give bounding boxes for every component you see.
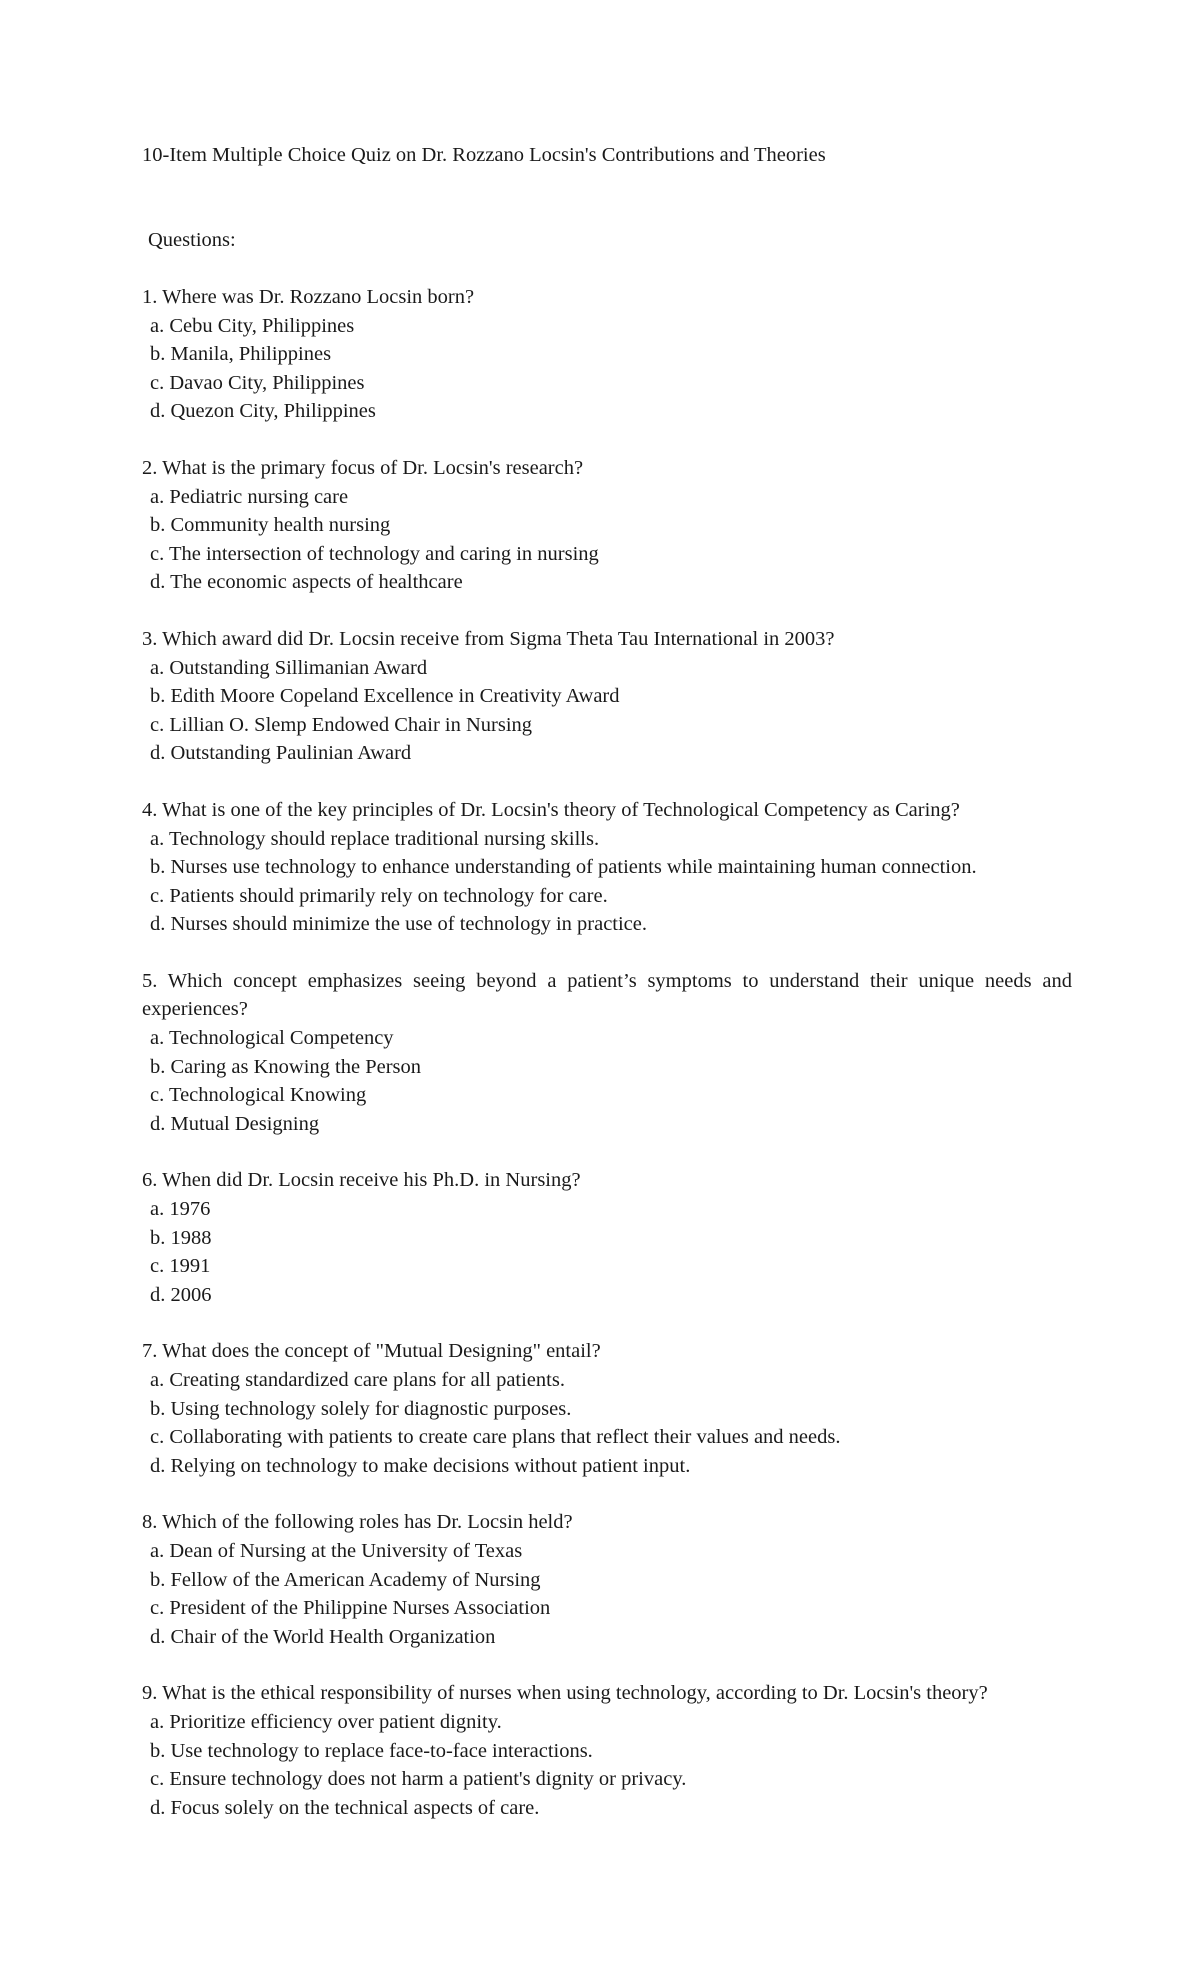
option-b: b. 1988 xyxy=(150,1226,212,1249)
question-3 xyxy=(142,625,1072,768)
option-list xyxy=(142,654,1072,768)
option-a: a. Cebu City, Philippines xyxy=(150,314,355,337)
option-d: d. The economic aspects of healthcare xyxy=(150,571,463,594)
option-b: b. Community health nursing xyxy=(150,514,391,537)
option-list xyxy=(142,1366,1072,1480)
option-d: d. Focus solely on the technical aspects of care. xyxy=(150,1796,540,1819)
option-d: d. Outstanding Paulinian Award xyxy=(150,742,412,765)
option-list xyxy=(142,1195,1072,1309)
option-a: a. Prioritize efficiency over patient dignity. xyxy=(150,1710,502,1733)
question-text: 5. Which concept emphasizes seeing beyond a patient’s symptoms to understand their unique needs and experiences? xyxy=(142,969,1072,1021)
option-d: d. Nurses should minimize the use of technology in practice. xyxy=(150,913,648,936)
question-6 xyxy=(142,1166,1072,1309)
option-d: d. Relying on technology to make decisions without patient input. xyxy=(150,1454,691,1477)
option-b: b. Manila, Philippines xyxy=(150,343,332,366)
question-text: 6. When did Dr. Locsin receive his Ph.D. in Nursing? xyxy=(142,1169,581,1192)
question-text: 1. Where was Dr. Rozzano Locsin born? xyxy=(142,286,475,308)
option-list xyxy=(142,1024,1072,1138)
question-4 xyxy=(142,796,1072,939)
option-b: b. Caring as Knowing the Person xyxy=(150,1055,422,1078)
section-label: Questions: xyxy=(148,229,236,251)
document-title: 10-Item Multiple Choice Quiz on Dr. Rozzano Locsin's Contributions and Theories xyxy=(142,144,826,166)
question-9 xyxy=(142,1679,1072,1822)
option-c: c. Lillian O. Slemp Endowed Chair in Nursing xyxy=(150,713,533,736)
option-c: c. Ensure technology does not harm a patient's dignity or privacy. xyxy=(150,1768,687,1791)
option-d: d. Chair of the World Health Organization xyxy=(150,1625,496,1648)
question-7 xyxy=(142,1337,1072,1480)
option-d: d. 2006 xyxy=(150,1283,212,1306)
option-a: a. Outstanding Sillimanian Award xyxy=(150,656,428,679)
option-c: c. Technological Knowing xyxy=(150,1084,367,1107)
question-text: 2. What is the primary focus of Dr. Locsin's research? xyxy=(142,456,584,479)
option-a: a. Technology should replace traditional nursing skills. xyxy=(150,827,600,850)
option-a: a. Pediatric nursing care xyxy=(150,485,349,508)
option-a: a. Technological Competency xyxy=(150,1027,394,1050)
option-list xyxy=(142,1708,1072,1822)
question-text: 9. What is the ethical responsibility of nurses when using technology, according to Dr. Locsin's theory? xyxy=(142,1682,988,1705)
option-b: b. Nurses use technology to enhance understanding of patients while maintaining human connection. xyxy=(150,856,977,879)
option-b: b. Using technology solely for diagnostic purposes. xyxy=(150,1397,572,1420)
option-c: c. Collaborating with patients to create care plans that reflect their values and needs. xyxy=(150,1426,841,1449)
question-2 xyxy=(142,454,1072,597)
question-text: 3. Which award did Dr. Locsin receive from Sigma Theta Tau International in 2003? xyxy=(142,627,835,650)
question-8 xyxy=(142,1508,1072,1651)
question-1 xyxy=(142,283,1072,426)
question-list xyxy=(142,283,1072,1850)
option-b: b. Edith Moore Copeland Excellence in Creativity Award xyxy=(150,685,620,708)
option-c: c. President of the Philippine Nurses Association xyxy=(150,1597,551,1620)
question-text: 7. What does the concept of "Mutual Designing" entail? xyxy=(142,1340,601,1363)
option-list xyxy=(142,1537,1072,1651)
option-d: d. Quezon City, Philippines xyxy=(150,400,376,423)
option-b: b. Fellow of the American Academy of Nursing xyxy=(150,1568,541,1591)
option-a: a. 1976 xyxy=(150,1198,211,1221)
option-c: c. Davao City, Philippines xyxy=(150,371,365,394)
option-d: d. Mutual Designing xyxy=(150,1112,320,1135)
option-list xyxy=(142,483,1072,597)
option-a: a. Dean of Nursing at the University of Texas xyxy=(150,1539,523,1562)
option-c: c. Patients should primarily rely on technology for care. xyxy=(150,884,608,907)
option-b: b. Use technology to replace face-to-face interactions. xyxy=(150,1739,593,1762)
question-text: 4. What is one of the key principles of Dr. Locsin's theory of Technological Competency as Caring? xyxy=(142,798,960,821)
option-list xyxy=(142,312,1072,426)
option-a: a. Creating standardized care plans for all patients. xyxy=(150,1369,565,1391)
option-c: c. The intersection of technology and caring in nursing xyxy=(150,542,599,565)
question-5 xyxy=(142,967,1072,1139)
option-list xyxy=(142,825,1072,939)
question-text: 8. Which of the following roles has Dr. Locsin held? xyxy=(142,1511,573,1534)
option-c: c. 1991 xyxy=(150,1255,211,1278)
